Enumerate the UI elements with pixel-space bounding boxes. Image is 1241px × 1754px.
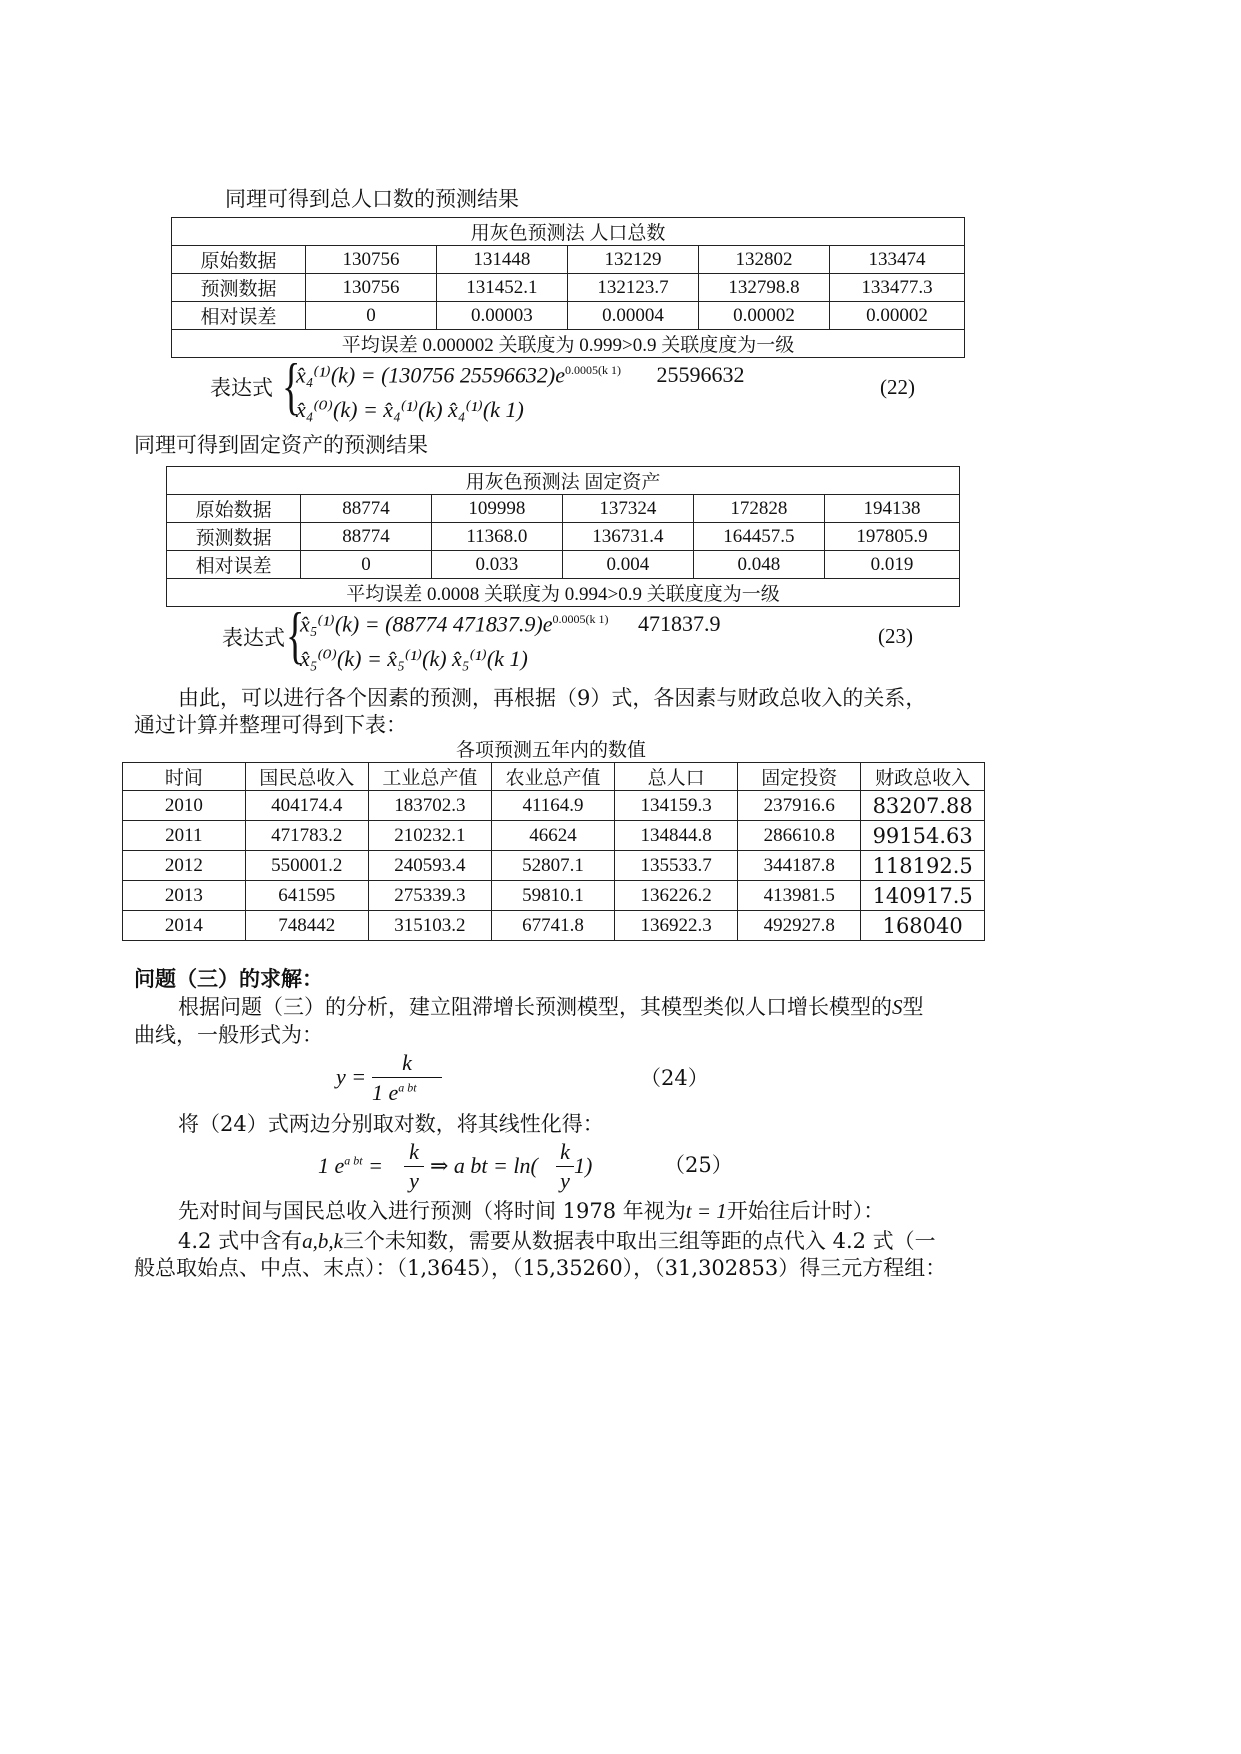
table-footer: 平均误差 0.0008 关联度为 0.994>0.9 关联度度为一级 bbox=[167, 579, 960, 607]
table-row bbox=[123, 911, 985, 941]
table-cell: 0.00002 bbox=[830, 302, 965, 330]
forecast-caption: 各项预测五年内的数值 bbox=[456, 739, 647, 761]
table-cell: 413981.5 bbox=[738, 881, 861, 911]
table-cell: 11368.0 bbox=[431, 523, 562, 551]
equation-number: (23) bbox=[878, 624, 913, 648]
table-cell: 210232.1 bbox=[368, 821, 491, 851]
section1-intro: 同理可得到总人口数的预测结果 bbox=[225, 187, 519, 211]
table-cell: 194138 bbox=[824, 495, 959, 523]
table-row bbox=[123, 791, 985, 821]
expression-label: 表达式 bbox=[222, 626, 285, 650]
equation-line2: x̂₄⁽⁰⁾(k) = x̂₄⁽¹⁾(k) x̂₄⁽¹⁾(k 1) bbox=[296, 397, 524, 422]
table-title: 用灰色预测法 固定资产 bbox=[167, 467, 960, 495]
table-cell: 2010 bbox=[123, 791, 246, 821]
row-label: 相对误差 bbox=[172, 302, 306, 330]
table-cell: 140917.5 bbox=[861, 881, 985, 911]
paragraph-line: 4.2 式中含有a,b,k三个未知数，需要从数据表中取出三组等距的点代入 4.2 式（一 bbox=[178, 1229, 936, 1253]
table-cell: 88774 bbox=[301, 523, 432, 551]
table-cell: 67741.8 bbox=[491, 911, 614, 941]
eq25-part-a: 1 $e^{a bt}$ = bbox=[318, 1153, 383, 1178]
table-cell: 132129 bbox=[567, 246, 698, 274]
row-label: 原始数据 bbox=[167, 495, 301, 523]
eq25-frac2-numerator: k bbox=[560, 1139, 570, 1164]
table-cell: 0.033 bbox=[431, 551, 562, 579]
table-cell: 83207.88 bbox=[861, 791, 985, 821]
table-cell: 344187.8 bbox=[738, 851, 861, 881]
table-cell: 0 bbox=[301, 551, 432, 579]
eq25-frac-denominator: y bbox=[409, 1168, 419, 1193]
table-cell: 183702.3 bbox=[368, 791, 491, 821]
column-header: 财政总收入 bbox=[861, 763, 985, 791]
forecast-table bbox=[122, 762, 985, 941]
fixed-assets-table bbox=[166, 466, 960, 607]
table-cell: 0.004 bbox=[562, 551, 693, 579]
table-cell: 0.00004 bbox=[567, 302, 698, 330]
table-cell: 2014 bbox=[123, 911, 246, 941]
table-row bbox=[167, 523, 960, 551]
table-cell: 131448 bbox=[436, 246, 567, 274]
equation-number: (22) bbox=[880, 375, 915, 399]
paragraph-line: 将（24）式两边分别取对数，将其线性化得： bbox=[178, 1112, 604, 1136]
eq25-part-c: ⇒ a bt = ln( bbox=[430, 1153, 538, 1178]
table-row bbox=[172, 274, 965, 302]
table-cell: 135533.7 bbox=[615, 851, 738, 881]
fraction-bar bbox=[372, 1077, 442, 1078]
table-cell: 130756 bbox=[306, 274, 437, 302]
column-header: 农业总产值 bbox=[491, 763, 614, 791]
paragraph-line: 通过计算并整理可得到下表： bbox=[134, 713, 407, 737]
table-cell: 492927.8 bbox=[738, 911, 861, 941]
table-cell: 130756 bbox=[306, 246, 437, 274]
table-cell: 137324 bbox=[562, 495, 693, 523]
table-cell: 132123.7 bbox=[567, 274, 698, 302]
section2-intro: 同理可得到固定资产的预测结果 bbox=[134, 433, 428, 457]
column-header: 时间 bbox=[123, 763, 246, 791]
table-cell: 88774 bbox=[301, 495, 432, 523]
table-row bbox=[167, 495, 960, 523]
header-row bbox=[123, 763, 985, 791]
table-cell: 2013 bbox=[123, 881, 246, 911]
table-cell: 41164.9 bbox=[491, 791, 614, 821]
table-cell: 315103.2 bbox=[368, 911, 491, 941]
column-header: 固定投资 bbox=[738, 763, 861, 791]
table-cell: 118192.5 bbox=[861, 851, 985, 881]
table-cell: 46624 bbox=[491, 821, 614, 851]
table-cell: 2012 bbox=[123, 851, 246, 881]
table-row bbox=[123, 851, 985, 881]
table-cell: 109998 bbox=[431, 495, 562, 523]
table-cell: 136226.2 bbox=[615, 881, 738, 911]
equation-line1: x̂₅⁽¹⁾(k) = (88774 $471837.9)e^{0.0005(k 1)}$ 471837.9 bbox=[300, 611, 721, 637]
eq24-numerator: k bbox=[402, 1050, 412, 1075]
table-cell: 471783.2 bbox=[245, 821, 368, 851]
left-brace: { bbox=[286, 599, 305, 670]
problem3-heading: 问题（三）的求解： bbox=[134, 966, 323, 991]
eq25-frac-numerator: k bbox=[409, 1139, 419, 1164]
table-cell: 131452.1 bbox=[436, 274, 567, 302]
table-cell: 0.048 bbox=[693, 551, 824, 579]
table-cell: 2011 bbox=[123, 821, 246, 851]
paragraph-line: 般总取始点、中点、末点）：（1,3645），（15,35260），（31,302853）得三元方程组： bbox=[134, 1256, 947, 1280]
table-cell: 0.00003 bbox=[436, 302, 567, 330]
table-row bbox=[123, 881, 985, 911]
fraction-bar bbox=[556, 1166, 574, 1167]
table-row bbox=[172, 246, 965, 274]
table-cell: 404174.4 bbox=[245, 791, 368, 821]
equation-line1: x̂₄⁽¹⁾(k) = (130756 $25596632)e^{0.0005(k 1)}$ 25596632 bbox=[296, 362, 745, 388]
table-cell: 550001.2 bbox=[245, 851, 368, 881]
column-header: 国民总收入 bbox=[245, 763, 368, 791]
table-cell: 134844.8 bbox=[615, 821, 738, 851]
expression-label: 表达式 bbox=[210, 376, 273, 400]
table-cell: 0.00002 bbox=[698, 302, 829, 330]
eq24-lhs: y = bbox=[336, 1064, 367, 1089]
table-cell: 134159.3 bbox=[615, 791, 738, 821]
row-label: 相对误差 bbox=[167, 551, 301, 579]
table-row bbox=[123, 821, 985, 851]
population-table bbox=[171, 217, 965, 358]
equation-line2: x̂₅⁽⁰⁾(k) = x̂₅⁽¹⁾(k) x̂₅⁽¹⁾(k 1) bbox=[300, 646, 528, 671]
eq25-part-d: 1) bbox=[574, 1153, 593, 1178]
table-row bbox=[167, 551, 960, 579]
table-cell: 197805.9 bbox=[824, 523, 959, 551]
table-cell: 240593.4 bbox=[368, 851, 491, 881]
table-title: 用灰色预测法 人口总数 bbox=[172, 218, 965, 246]
table-cell: 132798.8 bbox=[698, 274, 829, 302]
table-cell: 136731.4 bbox=[562, 523, 693, 551]
table-cell: 99154.63 bbox=[861, 821, 985, 851]
table-cell: 133477.3 bbox=[830, 274, 965, 302]
row-label: 预测数据 bbox=[167, 523, 301, 551]
eq25-frac2-denominator: y bbox=[560, 1168, 570, 1193]
table-cell: 748442 bbox=[245, 911, 368, 941]
eq24-denominator: 1 $e^{a bt}$ bbox=[372, 1080, 417, 1105]
paragraph-line: 先对时间与国民总收入进行预测（将时间 1978 年视为t = 1开始往后计时）： bbox=[178, 1199, 885, 1223]
table-cell: 641595 bbox=[245, 881, 368, 911]
table-footer: 平均误差 0.000002 关联度为 0.999>0.9 关联度度为一级 bbox=[172, 330, 965, 358]
table-cell: 59810.1 bbox=[491, 881, 614, 911]
column-header: 总人口 bbox=[615, 763, 738, 791]
table-cell: 168040 bbox=[861, 911, 985, 941]
table-cell: 237916.6 bbox=[738, 791, 861, 821]
table-cell: 132802 bbox=[698, 246, 829, 274]
row-label: 预测数据 bbox=[172, 274, 306, 302]
table-cell: 286610.8 bbox=[738, 821, 861, 851]
paragraph-line: 曲线，一般形式为： bbox=[134, 1023, 323, 1047]
table-cell: 52807.1 bbox=[491, 851, 614, 881]
left-brace: { bbox=[282, 350, 301, 421]
fraction-bar bbox=[404, 1166, 424, 1167]
row-label: 原始数据 bbox=[172, 246, 306, 274]
table-cell: 0.019 bbox=[824, 551, 959, 579]
paragraph-line: 由此，可以进行各个因素的预测，再根据（9）式，各因素与财政总收入的关系， bbox=[178, 686, 927, 710]
paragraph-line: 根据问题（三）的分析，建立阻滞增长预测模型，其模型类似人口增长模型的S型 bbox=[178, 995, 924, 1019]
table-cell: 164457.5 bbox=[693, 523, 824, 551]
equation-number: （24） bbox=[640, 1066, 709, 1090]
equation-number: （25） bbox=[664, 1153, 733, 1177]
table-cell: 136922.3 bbox=[615, 911, 738, 941]
column-header: 工业总产值 bbox=[368, 763, 491, 791]
table-cell: 0 bbox=[306, 302, 437, 330]
table-cell: 172828 bbox=[693, 495, 824, 523]
table-cell: 133474 bbox=[830, 246, 965, 274]
table-cell: 275339.3 bbox=[368, 881, 491, 911]
table-row bbox=[172, 302, 965, 330]
